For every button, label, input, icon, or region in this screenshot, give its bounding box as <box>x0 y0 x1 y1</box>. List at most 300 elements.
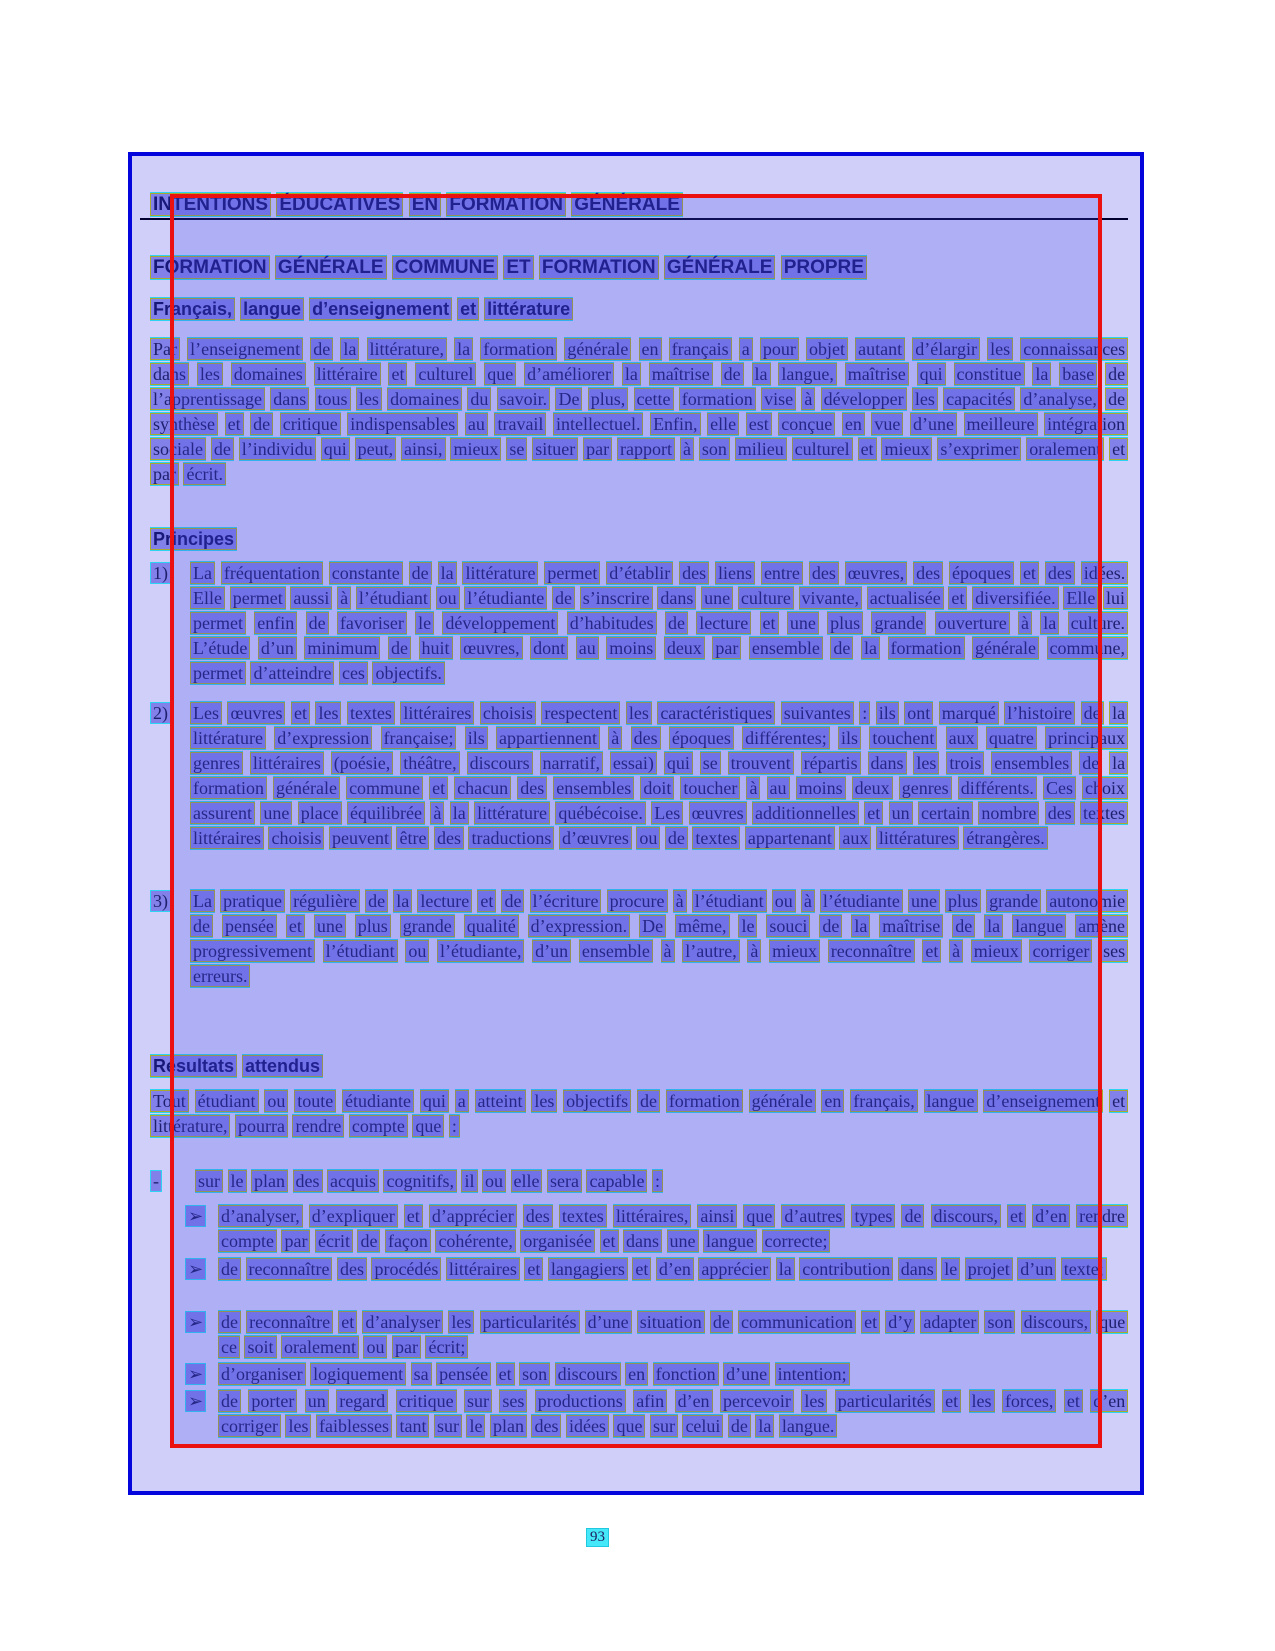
word-box: l’étudiant <box>356 587 431 609</box>
item-text <box>190 890 1128 990</box>
word-box: textes <box>1080 802 1128 824</box>
word-box: littérature <box>474 802 550 824</box>
word-box: la <box>861 637 880 659</box>
word-box: minimum <box>304 637 380 659</box>
item-marker: 3) <box>150 890 171 912</box>
word-box: s’inscrire <box>580 587 653 609</box>
word-box: porter <box>248 1390 297 1412</box>
word-box: une <box>314 915 346 937</box>
word-box: vue <box>871 413 903 435</box>
word-box: l’autre, <box>682 940 739 962</box>
word-box: littéraires <box>446 1258 520 1280</box>
word-box: formation <box>666 1090 743 1112</box>
word-box: ainsi, <box>401 438 446 460</box>
word-box: les <box>197 363 223 385</box>
word-box: son <box>699 438 730 460</box>
word-box: de <box>218 1311 241 1333</box>
word-box: œuvres, <box>845 562 908 584</box>
word-box: littéraires <box>190 827 264 849</box>
word-box: ensemble <box>749 637 823 659</box>
word-box: une <box>908 890 940 912</box>
word-box: erreurs. <box>190 965 250 987</box>
word-box: ils <box>876 702 899 724</box>
word-box: aux <box>839 827 871 849</box>
word-box: un <box>305 1390 329 1412</box>
word-box: pensée <box>436 1363 491 1385</box>
bullet-text <box>218 1205 1128 1255</box>
word-box: formation <box>480 338 557 360</box>
word-box: langue, <box>778 363 836 385</box>
word-box: entre <box>761 562 803 584</box>
word-box: de <box>637 1090 660 1112</box>
word-box: choix <box>1082 777 1128 799</box>
word-box: par <box>392 1336 421 1358</box>
word-box: a <box>739 338 753 360</box>
word-box: grande <box>986 890 1041 912</box>
word-box: ou <box>405 940 429 962</box>
word-box: additionnelles <box>752 802 859 824</box>
word-box: différentes; <box>742 727 830 749</box>
word-box: domaines <box>231 363 306 385</box>
word-box: de <box>211 438 234 460</box>
intro-paragraph <box>150 338 1128 488</box>
word-box: place <box>298 802 342 824</box>
word-box: milieu <box>735 438 787 460</box>
word-box: trois <box>946 752 984 774</box>
word-box: quatre <box>986 727 1037 749</box>
word-box: de <box>250 413 273 435</box>
word-box: de <box>952 915 975 937</box>
dash-marker: - <box>150 1170 162 1192</box>
word-box: dans <box>868 752 907 774</box>
word-box: d’autres <box>781 1205 845 1227</box>
word-box: dont <box>530 637 568 659</box>
word-box: permet <box>190 662 246 684</box>
cognitive-plan-line <box>150 1170 1128 1195</box>
word-box: atteint <box>475 1090 526 1112</box>
word-box: façon <box>385 1230 431 1252</box>
word-box: en <box>639 338 662 360</box>
word-box: de <box>218 1258 241 1280</box>
word-box: une <box>260 802 292 824</box>
word-box: française; <box>381 727 457 749</box>
word-box: oralement <box>1026 438 1104 460</box>
word-box: grande <box>400 915 455 937</box>
word-box: base <box>1059 363 1097 385</box>
word-box: langagiers <box>548 1258 628 1280</box>
word-box: certain <box>918 802 973 824</box>
word-box: appartiennent <box>496 727 600 749</box>
word-box: a <box>455 1090 469 1112</box>
word-box: un <box>889 802 913 824</box>
word-box: en <box>625 1363 648 1385</box>
word-box: projet <box>965 1258 1013 1280</box>
word-box: texte; <box>1061 1258 1107 1280</box>
word-box: ces <box>339 662 368 684</box>
word-box: Par <box>150 338 180 360</box>
word-box: pour <box>760 338 799 360</box>
word-box: commune <box>346 777 423 799</box>
word-box: qui <box>664 752 693 774</box>
item-text <box>190 702 1128 852</box>
word-box: l’enseignement <box>187 338 303 360</box>
word-box: particularités <box>480 1311 580 1333</box>
word-box: EN <box>409 193 441 216</box>
word-box: critique <box>280 413 341 435</box>
word-box: l’histoire <box>1004 702 1075 724</box>
word-box: des <box>531 1415 561 1437</box>
word-box: GÉNÉRALE <box>275 256 387 279</box>
word-box: la <box>851 915 870 937</box>
word-box: littérature, <box>367 338 447 360</box>
word-box: situer <box>532 438 578 460</box>
word-box: et <box>286 915 305 937</box>
word-box: huit <box>419 637 453 659</box>
word-box: d’un <box>258 637 297 659</box>
word-box: à <box>680 438 694 460</box>
word-box: écrit. <box>183 463 225 485</box>
word-box: Les <box>190 702 222 724</box>
word-box: qui <box>420 1090 449 1112</box>
word-box: caractéristiques <box>657 702 775 724</box>
word-box: la <box>752 363 771 385</box>
word-box: Principes <box>150 528 237 550</box>
principes-heading <box>150 528 1128 553</box>
word-box: dans <box>623 1230 662 1252</box>
word-box: GÉNÉRALE <box>571 193 683 216</box>
word-box: contribution <box>799 1258 893 1280</box>
word-box: indispensables <box>347 413 458 435</box>
word-box: touchent <box>869 727 937 749</box>
word-box: de <box>710 1311 733 1333</box>
word-box: et <box>457 298 479 320</box>
word-box: et <box>388 363 407 385</box>
word-box: et <box>864 802 883 824</box>
word-box: ET <box>503 256 533 279</box>
word-box: étudiante <box>342 1090 414 1112</box>
word-box: trouvent <box>728 752 794 774</box>
word-box: corriger <box>1029 940 1092 962</box>
word-box: d’expression. <box>528 915 630 937</box>
word-box: son <box>984 1311 1015 1333</box>
word-box: du <box>467 388 491 410</box>
word-box: et <box>760 612 779 634</box>
word-box: le <box>941 1258 960 1280</box>
word-box: la <box>450 802 469 824</box>
word-box: d’expliquer <box>309 1205 398 1227</box>
word-box: des <box>434 827 464 849</box>
word-box: culturel <box>415 363 476 385</box>
word-box: de <box>357 1230 380 1252</box>
word-box: choisis <box>480 702 536 724</box>
word-box: chacun <box>454 777 511 799</box>
heading-formation-generale <box>150 256 1128 281</box>
word-box: intégration <box>1044 413 1128 435</box>
word-box: Elle <box>190 587 225 609</box>
word-box: une <box>787 612 819 634</box>
word-box: d’améliorer <box>524 363 614 385</box>
resultats-intro <box>150 1090 1128 1140</box>
word-box: COMMUNE <box>392 256 498 279</box>
word-box: acquis <box>327 1170 379 1192</box>
word-box: autant <box>855 338 905 360</box>
word-box: d’analyse, <box>1020 388 1099 410</box>
word-box: cette <box>634 388 674 410</box>
word-box: elle <box>511 1170 543 1192</box>
arrow-bullet-icon: ➢ <box>185 1258 206 1280</box>
word-box: plan <box>490 1415 527 1437</box>
word-box: et <box>524 1258 543 1280</box>
arrow-bullet-icon: ➢ <box>185 1363 206 1385</box>
word-box: compte <box>349 1115 408 1137</box>
word-box: de <box>721 363 744 385</box>
word-box: qui <box>917 363 946 385</box>
word-box: ils <box>465 727 488 749</box>
arrow-bullet-icon: ➢ <box>185 1390 206 1412</box>
word-box: d’enseignement <box>309 298 452 320</box>
word-box: procure <box>607 890 668 912</box>
word-box: respectent <box>541 702 620 724</box>
word-box: littérature <box>462 562 538 584</box>
word-box: les <box>285 1415 311 1437</box>
word-box: aux <box>946 727 978 749</box>
word-box: d’établir <box>606 562 673 584</box>
word-box: assurent <box>190 802 255 824</box>
word-box: à <box>746 777 760 799</box>
word-box: les <box>315 702 341 724</box>
word-box: et <box>948 587 967 609</box>
word-box: formation <box>888 637 965 659</box>
word-box: discours <box>467 752 533 774</box>
word-box: ils <box>838 727 861 749</box>
word-box: plus <box>945 890 981 912</box>
word-box: français, <box>850 1090 917 1112</box>
word-box: de <box>218 1390 241 1412</box>
word-box: ce <box>218 1336 240 1358</box>
word-box: ou <box>264 1090 288 1112</box>
word-box: nombre <box>978 802 1039 824</box>
word-box: d’enseignement <box>983 1090 1103 1112</box>
word-box: de <box>1081 702 1104 724</box>
word-box: savoir. <box>497 388 551 410</box>
word-box: diversifiée. <box>972 587 1058 609</box>
word-box: l’individu <box>239 438 316 460</box>
word-box: soit <box>244 1336 276 1358</box>
arrow-bullet-icon: ➢ <box>185 1311 206 1333</box>
word-box: regard <box>336 1390 388 1412</box>
word-box: : <box>859 702 870 724</box>
word-box: et <box>477 890 496 912</box>
word-box: commune, <box>1047 637 1128 659</box>
word-box: les <box>987 338 1013 360</box>
word-box: synthèse <box>150 413 218 435</box>
word-box: œuvres <box>227 702 285 724</box>
word-box: des <box>809 562 839 584</box>
word-box: ou <box>363 1336 387 1358</box>
word-box: de <box>728 1415 751 1437</box>
word-box: d’analyser, <box>218 1205 303 1227</box>
word-box: compte <box>218 1230 277 1252</box>
word-box: discours <box>555 1363 621 1385</box>
word-box: objectifs. <box>372 662 444 684</box>
word-box: le <box>415 612 434 634</box>
word-box: il <box>461 1170 477 1192</box>
word-box: des <box>337 1258 367 1280</box>
word-box: objectifs <box>563 1090 631 1112</box>
word-box: capable <box>586 1170 647 1192</box>
word-box: maîtrise <box>845 363 909 385</box>
word-box: sociale <box>150 438 206 460</box>
word-box: et <box>600 1230 619 1252</box>
word-box: que <box>484 363 516 385</box>
word-box: communication <box>738 1311 856 1333</box>
word-box: ou <box>636 827 660 849</box>
word-box: liens <box>715 562 755 584</box>
word-box: peut, <box>355 438 397 460</box>
word-box: productions <box>535 1390 626 1412</box>
word-box: la <box>454 338 473 360</box>
word-box: que <box>613 1415 645 1437</box>
word-box: époques <box>669 727 734 749</box>
word-box: que <box>1096 1311 1128 1333</box>
word-box: québécoise. <box>555 802 645 824</box>
word-box: œuvres, <box>460 637 523 659</box>
word-box: à <box>801 388 815 410</box>
word-box: de <box>665 827 688 849</box>
principes-item-2 <box>150 702 1128 852</box>
word-box: se <box>506 438 527 460</box>
word-box: l’étudiante <box>820 890 903 912</box>
word-box: cognitifs, <box>383 1170 457 1192</box>
word-box: être <box>396 827 429 849</box>
word-box: et <box>942 1390 961 1412</box>
page-title <box>150 193 1128 218</box>
word-box: culturel <box>792 438 853 460</box>
word-box: ensembles <box>553 777 634 799</box>
word-box: de <box>830 637 853 659</box>
word-box: d’œuvres <box>559 827 632 849</box>
word-box: mieux <box>881 438 932 460</box>
principes-item-3 <box>150 890 1128 990</box>
word-box: à <box>608 727 622 749</box>
word-box: des <box>631 727 661 749</box>
word-box: intellectuel. <box>553 413 643 435</box>
word-box: au <box>576 637 599 659</box>
word-box: au <box>465 413 488 435</box>
word-box: permet <box>230 587 286 609</box>
word-box: pratique <box>220 890 285 912</box>
word-box: Elle <box>1063 587 1098 609</box>
word-box: essai) <box>610 752 657 774</box>
word-box: intention; <box>775 1363 850 1385</box>
word-box: L’étude <box>190 637 250 659</box>
word-box: Ces <box>1043 777 1076 799</box>
word-box: écrit <box>315 1230 353 1252</box>
word-box: le <box>228 1170 247 1192</box>
word-box: l’écriture <box>530 890 602 912</box>
word-box: de <box>190 915 213 937</box>
word-box: La <box>190 890 215 912</box>
item-marker: 1) <box>150 562 171 584</box>
word-box: (poésie, <box>331 752 393 774</box>
word-box: formation <box>679 388 756 410</box>
word-box: traductions <box>468 827 554 849</box>
word-box: la <box>755 1415 774 1437</box>
word-box: Les <box>651 802 683 824</box>
word-box: son <box>519 1363 550 1385</box>
word-box: genres <box>190 752 243 774</box>
word-box: lui <box>1103 587 1128 609</box>
word-box: la <box>438 562 457 584</box>
word-box: sur <box>434 1415 462 1437</box>
word-box: à <box>661 940 675 962</box>
word-box: Tout <box>150 1090 189 1112</box>
word-box: sur <box>195 1170 223 1192</box>
word-box: en <box>842 413 865 435</box>
word-box: ensemble <box>579 940 653 962</box>
word-box: moins <box>796 777 846 799</box>
bullet-item-4 <box>185 1363 1128 1388</box>
word-box: deux <box>852 777 893 799</box>
word-box: La <box>190 562 215 584</box>
word-box: ses <box>499 1390 527 1412</box>
item-text <box>190 562 1128 687</box>
word-box: grande <box>871 612 926 634</box>
word-box: enfin <box>254 612 297 634</box>
word-box: principaux <box>1045 727 1128 749</box>
word-box: lecture <box>696 612 751 634</box>
word-box: des <box>913 562 943 584</box>
word-box: développement <box>442 612 558 634</box>
word-box: d’une <box>723 1363 770 1385</box>
word-box: langue <box>703 1230 757 1252</box>
heading-francais <box>150 298 1128 323</box>
word-box: conçue <box>778 413 835 435</box>
word-box: d’en <box>1032 1205 1070 1227</box>
word-box: pensée <box>222 915 277 937</box>
word-box: amène <box>1075 915 1128 937</box>
word-box: à <box>430 802 444 824</box>
word-box: le <box>738 915 757 937</box>
word-box: la <box>340 338 359 360</box>
word-box: langue <box>1012 915 1066 937</box>
word-box: une <box>667 1230 699 1252</box>
word-box: et <box>858 438 877 460</box>
word-box: dans <box>150 363 189 385</box>
word-box: vise <box>761 388 796 410</box>
word-box: fonction <box>653 1363 719 1385</box>
word-box: que <box>412 1115 444 1137</box>
word-box: qui <box>321 438 350 460</box>
word-box: culture. <box>1068 612 1128 634</box>
word-box: à <box>949 940 963 962</box>
word-box: plus, <box>588 388 629 410</box>
word-box: textes <box>347 702 395 724</box>
word-box: connaissances <box>1020 338 1128 360</box>
word-box: domaines <box>387 388 462 410</box>
word-box: différents. <box>958 777 1037 799</box>
word-box: FORMATION <box>539 256 659 279</box>
word-box: des <box>1045 802 1075 824</box>
word-box: corriger <box>218 1415 281 1437</box>
word-box: appartenant <box>745 827 835 849</box>
word-box: marqué <box>939 702 999 724</box>
word-box: rendre <box>1076 1205 1128 1227</box>
word-box: et <box>861 1311 880 1333</box>
word-box: peuvent <box>329 827 392 849</box>
word-box: procédés <box>371 1258 441 1280</box>
word-box: textes <box>559 1205 607 1227</box>
